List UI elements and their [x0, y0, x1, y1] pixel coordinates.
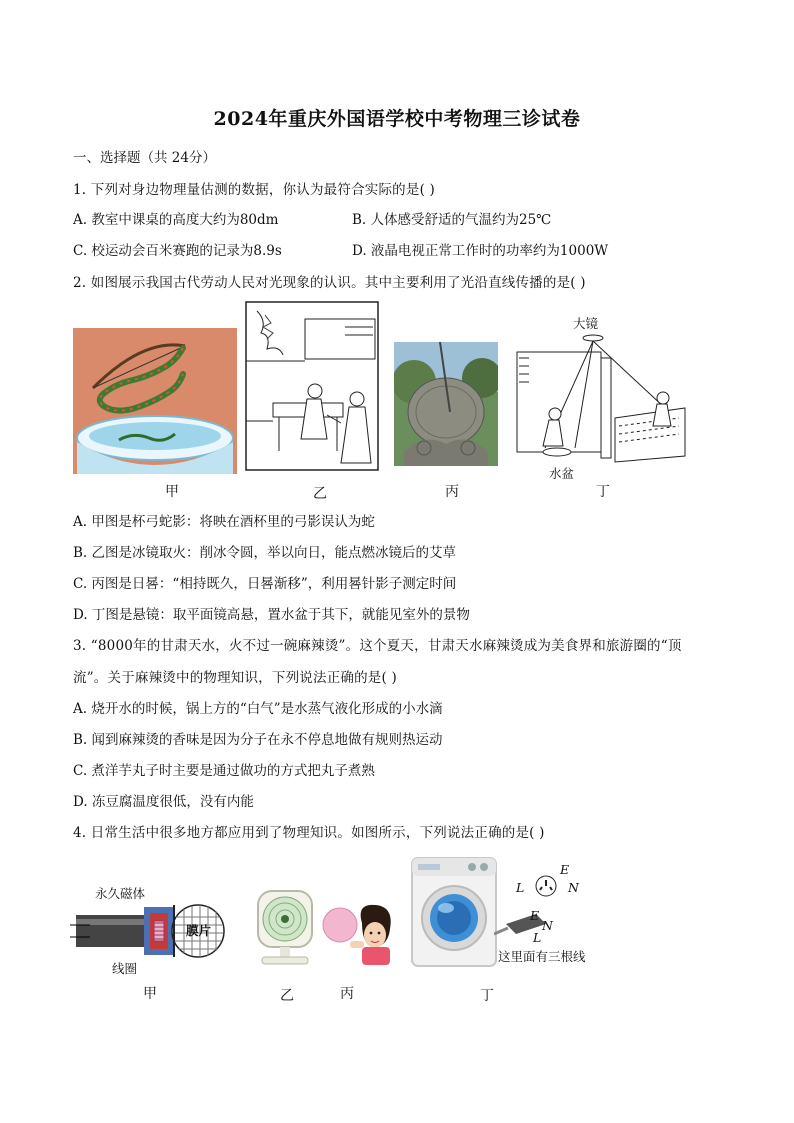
q1-option-c: C. 校运动会百米赛跑的记录为8.9s — [73, 243, 282, 259]
q4-stem: 4. 日常生活中很多地方都应用到了物理知识。如图所示，下列说法正确的是( ) — [73, 825, 545, 841]
label-water-basin: 水盆 — [549, 466, 575, 481]
q3-stem-line1: 3. “8000年的甘肃天水，火不过一碗麻辣烫”。这个夏天，甘肃天水麻辣烫成为美食界和旅游圈的“顶 — [73, 638, 682, 654]
q3-option-c: C. 煮洋芋丸子时主要是通过做功的方式把丸子煮熟 — [73, 763, 375, 779]
q4-caption-ding: 丁 — [480, 988, 494, 1004]
q2-caption-ding: 丁 — [596, 484, 610, 500]
section-heading: 一、选择题（共 24分） — [73, 150, 216, 166]
q2-caption-bing: 丙 — [445, 484, 459, 500]
figure-washing-machine — [410, 856, 498, 968]
q3-option-b: B. 闻到麻辣烫的香味是因为分子在永不停息地做有规则热运动 — [73, 732, 443, 748]
q2-option-c: C. 丙图是日晷：“相持既久，日晷渐移”，利用晷针影子测定时间 — [73, 576, 457, 592]
q4-caption-yi: 乙 — [280, 988, 294, 1004]
plug-label-l-top: L — [516, 880, 525, 895]
q4-caption-bing: 丙 — [340, 986, 354, 1002]
q1-option-b: B. 人体感受舒适的气温约为25℃ — [352, 212, 552, 228]
q3-option-d: D. 冻豆腐温度很低，没有内能 — [73, 794, 254, 810]
plug-label-n-bottom: N — [542, 918, 553, 933]
q1-option-d: D. 液晶电视正常工作时的功率约为1000W — [352, 243, 609, 259]
figure-electric-fan — [254, 887, 316, 967]
label-permanent-magnet: 永久磁体 — [95, 886, 146, 901]
plug-label-e-top: E — [560, 862, 570, 877]
plug-label-n-top: N — [568, 880, 579, 895]
plug-label-e-bottom: E — [530, 908, 540, 923]
q2-stem: 2. 如图展示我国古代劳动人民对光现象的认识。其中主要利用了光沿直线传播的是( ) — [73, 275, 586, 291]
figure-sundial — [394, 342, 498, 466]
label-three-wires: 这里面有三根线 — [498, 949, 586, 964]
q2-caption-yi: 乙 — [313, 486, 327, 502]
plug-label-l-bottom: L — [533, 930, 542, 945]
q3-stem-line2: 流”。关于麻辣烫中的物理知识，下列说法正确的是( ) — [73, 670, 397, 686]
q1-stem: 1. 下列对身边物理量估测的数据，你认为最符合实际的是( ) — [73, 182, 435, 198]
q4-caption-jia: 甲 — [143, 986, 157, 1002]
label-big-mirror: 大镜 — [573, 316, 599, 331]
q3-option-a: A. 烧开水的时候，锅上方的“白气”是水蒸气液化形成的小水滴 — [73, 701, 443, 717]
label-coil: 线圈 — [112, 961, 138, 976]
label-diaphragm: 膜片 — [186, 923, 212, 938]
figure-ice-lens — [245, 301, 379, 471]
q2-option-b: B. 乙图是冰镜取火：削冰令圆，举以向日，能点燃冰镜后的艾草 — [73, 545, 457, 561]
q2-caption-jia: 甲 — [165, 484, 179, 500]
figure-bow-snake — [73, 328, 237, 474]
page-title: 2024年重庆外国语学校中考物理三诊试卷 — [213, 108, 581, 130]
q1-option-a: A. 教室中课桌的高度大约为80dm — [73, 212, 279, 228]
figure-hanging-mirror — [515, 318, 687, 466]
q2-option-d: D. 丁图是悬镜：取平面镜高悬，置水盆于其下，就能见室外的景物 — [73, 607, 470, 623]
figure-girl-balloon — [322, 903, 392, 965]
q2-option-a: A. 甲图是杯弓蛇影：将映在酒杯里的弓影误认为蛇 — [73, 514, 375, 530]
